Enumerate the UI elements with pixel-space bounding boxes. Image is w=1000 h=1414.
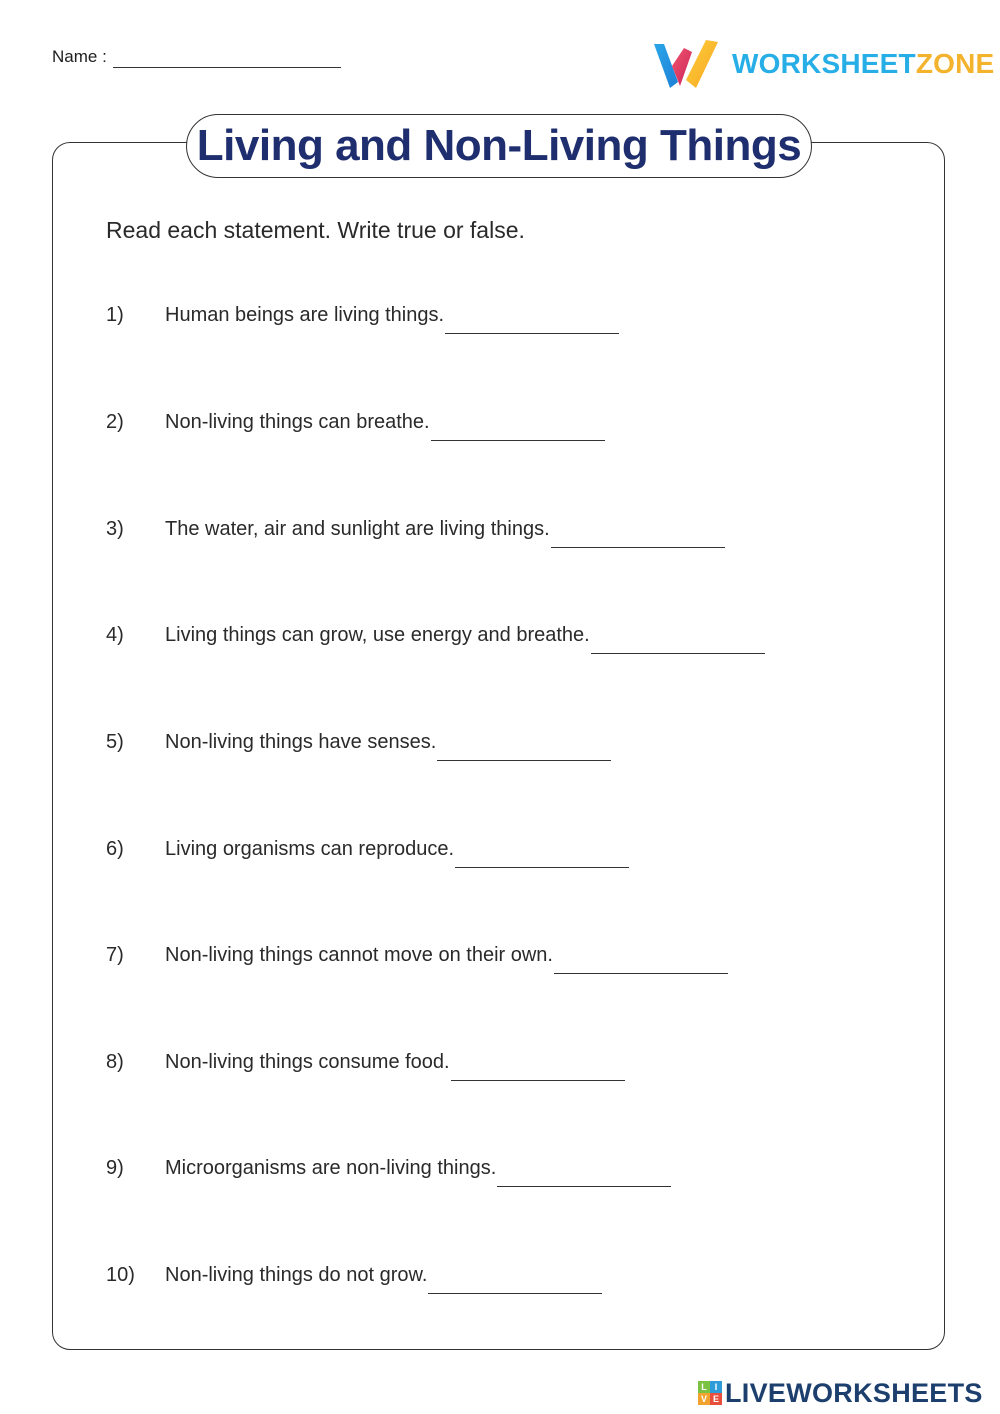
- instruction-text: Read each statement. Write true or false.: [106, 217, 525, 243]
- liveworksheets-wordmark: LIVEWORKSHEETS: [725, 1378, 983, 1408]
- answer-input[interactable]: [437, 734, 611, 761]
- answer-input[interactable]: [451, 1054, 625, 1081]
- brand-part2: ZONE: [915, 48, 995, 79]
- question-item: [106, 514, 725, 548]
- answer-input[interactable]: [554, 947, 728, 974]
- question-number: 1): [106, 304, 124, 326]
- answer-input[interactable]: [497, 1160, 671, 1187]
- question-text: Living organisms can reproduce.: [165, 838, 455, 860]
- question-text: Human beings are living things.: [165, 304, 445, 326]
- answer-input[interactable]: [428, 1267, 602, 1294]
- question-number: 4): [106, 624, 124, 646]
- question-item: [106, 300, 619, 334]
- liveworksheets-logo: [698, 1378, 983, 1408]
- name-label: Name :: [52, 47, 107, 66]
- question-item: [106, 1153, 671, 1187]
- title-banner: [186, 114, 812, 178]
- question-text: Non-living things do not grow.: [165, 1264, 428, 1286]
- question-number: 5): [106, 731, 124, 753]
- question-text: Non-living things have senses.: [165, 731, 437, 753]
- question-number: 6): [106, 838, 124, 860]
- question-text: Living things can grow, use energy and breathe.: [165, 624, 590, 646]
- question-number: 2): [106, 411, 124, 433]
- question-item: [106, 620, 765, 654]
- logo-letter: L: [698, 1381, 710, 1393]
- question-number: 9): [106, 1157, 124, 1179]
- question-item: [106, 940, 728, 974]
- logo-letter: V: [698, 1393, 710, 1405]
- question-item: [106, 1260, 602, 1294]
- brand-part1: WORKSHEET: [732, 48, 916, 79]
- logo-letter: E: [710, 1393, 722, 1405]
- question-item: [106, 727, 611, 761]
- question-number: 3): [106, 518, 124, 540]
- question-item: [106, 834, 629, 868]
- name-row: [52, 46, 341, 68]
- question-item: [106, 407, 605, 441]
- question-number: 8): [106, 1051, 124, 1073]
- question-text: The water, air and sunlight are living things.: [165, 518, 550, 540]
- question-number: 7): [106, 944, 124, 966]
- question-text: Non-living things can breathe.: [165, 411, 430, 433]
- answer-input[interactable]: [455, 841, 629, 868]
- answer-input[interactable]: [445, 307, 619, 334]
- worksheetzone-wordmark: [732, 36, 994, 92]
- answer-input[interactable]: [591, 627, 765, 654]
- logo-letter: I: [710, 1381, 722, 1393]
- name-input[interactable]: [113, 47, 341, 68]
- question-text: Non-living things consume food.: [165, 1051, 450, 1073]
- answer-input[interactable]: [551, 521, 725, 548]
- liveworksheets-logo-icon: [698, 1381, 722, 1405]
- worksheet-title: Living and Non-Living Things: [196, 121, 802, 170]
- question-text: Microorganisms are non-living things.: [165, 1157, 497, 1179]
- worksheetzone-logo: [650, 36, 994, 92]
- question-item: [106, 1047, 625, 1081]
- answer-input[interactable]: [431, 414, 605, 441]
- worksheetzone-logo-icon: [650, 36, 722, 92]
- question-text: Non-living things cannot move on their own.: [165, 944, 553, 966]
- question-number: 10): [106, 1264, 135, 1286]
